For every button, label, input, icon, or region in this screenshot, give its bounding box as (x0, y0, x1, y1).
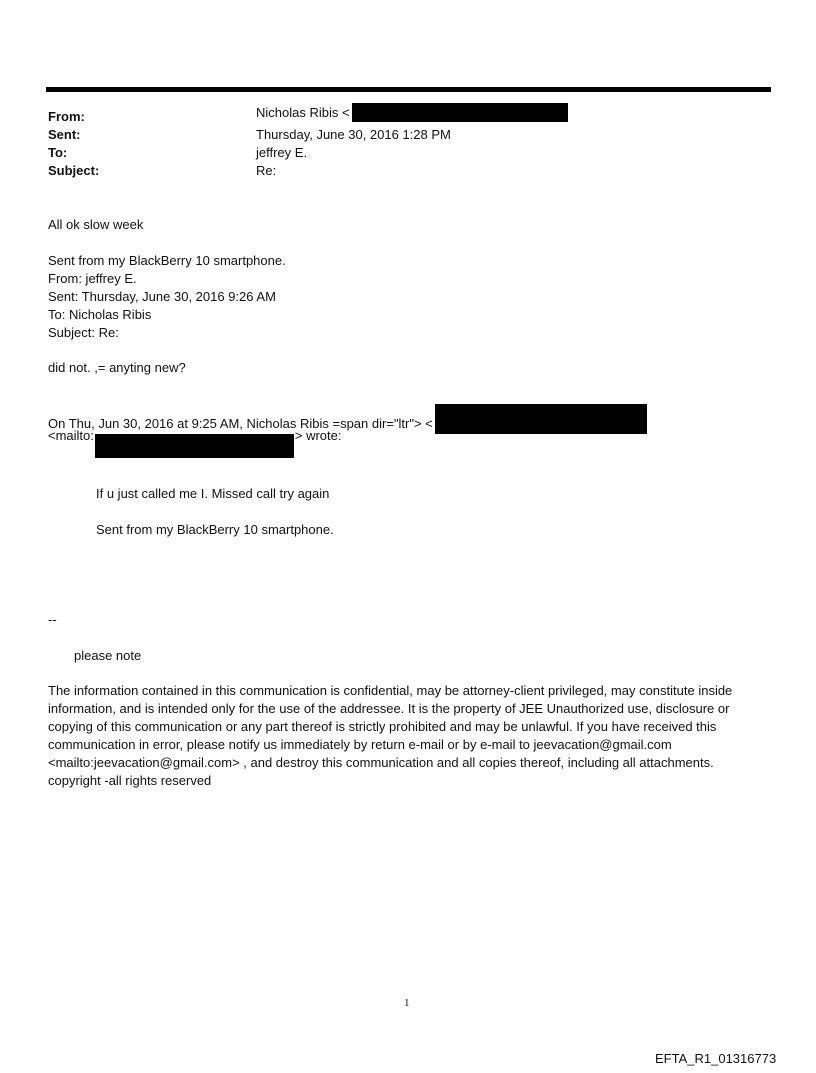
subject-label: Subject: (48, 163, 100, 178)
original-message: If u just called me I. Missed call try again (96, 486, 330, 501)
quoted-from: From: jeffrey E. (48, 271, 137, 286)
signature: Sent from my BlackBerry 10 smartphone. (48, 253, 286, 268)
wrote-text: > wrote: (294, 428, 342, 443)
sent-label: Sent: (48, 127, 81, 142)
from-label: From: (48, 109, 85, 124)
quoted-sent: Sent: Thursday, June 30, 2016 9:26 AM (48, 289, 276, 304)
disclaimer: The information contained in this communication is confidential, may be attorney-client privileged, may constitute inside information, and is intended only for the use of the addressee. It is the property of JEE Unauthorized use, disclosure or copying of this communication or any part thereof is strictly prohibited and may be unlawful. If you have received this communication in error, please notify us immediately by return e-mail or by e-mail to jeevacation@gmail.com <mailto:jeevacation@gmail.com> , and destroy this communication and all copies thereof, including all attachments. copyright -all rights reserved (48, 683, 733, 788)
from-row (256, 103, 568, 122)
mailto-text: <mailto: (48, 428, 94, 443)
redaction (352, 103, 568, 122)
separator-dashes: -- (48, 612, 57, 627)
page-number: 1 (404, 997, 410, 1009)
quoted-message: did not. ,= anyting new? (48, 360, 186, 375)
bates-number: EFTA_R1_01316773 (655, 1051, 777, 1066)
to-value: jeffrey E. (256, 145, 308, 160)
from-value: Nicholas Ribis < (256, 105, 350, 120)
subject-value: Re: (256, 163, 277, 178)
signature: Sent from my BlackBerry 10 smartphone. (96, 522, 334, 537)
header-rule (46, 87, 771, 92)
quoted-to: To: Nicholas Ribis (48, 307, 152, 322)
reply-text: All ok slow week (48, 217, 144, 232)
on-wrote-line: On Thu, Jun 30, 2016 at 9:25 AM, Nicholas Ribis =span dir="ltr"> < (48, 416, 433, 431)
sent-value: Thursday, June 30, 2016 1:28 PM (256, 127, 451, 142)
redaction (95, 434, 294, 458)
redaction (435, 404, 647, 434)
quoted-subject: Subject: Re: (48, 325, 119, 340)
please-note: please note (74, 648, 142, 663)
on-wrote-row (48, 404, 647, 434)
to-label: To: (48, 145, 68, 160)
mailto-row (48, 428, 342, 458)
